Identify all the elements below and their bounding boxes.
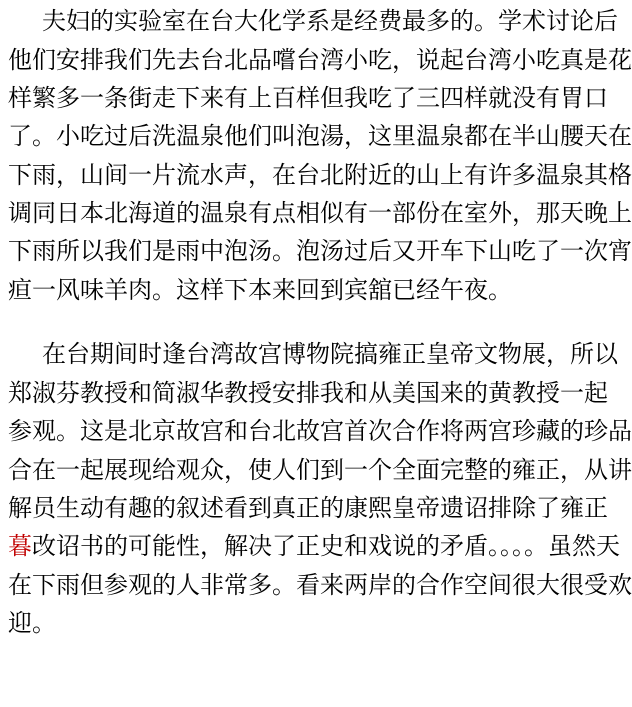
text-line-14-wrap: [8, 528, 620, 564]
text-line-13: 解员生动有趣的叙述看到真正的康熙皇帝遗诏排除了雍正: [8, 494, 608, 522]
text-line-8: 疸一风味羊肉。这样下本来回到宾舘已经午夜。: [8, 276, 512, 304]
text-line-3: 样繁多一条街走下来有上百样但我吃了三四样就没有胃口: [8, 84, 608, 112]
text-line-12: 合在一起展现给观众，使人们到一个全面完整的雍正，从讲: [8, 456, 632, 484]
text-line-6: 调同日本北海道的温泉有点相似有一部份在室外，那天晚上: [8, 199, 632, 227]
text-line-9: 在台期间时逢台湾故宫博物院搞雍正皇帝文物展，所以: [42, 340, 618, 368]
highlighted-char: 暮: [8, 532, 32, 560]
text-line-15: 在下雨但参观的人非常多。看来两岸的合作空间很大很受欢: [8, 571, 632, 599]
text-line-5: 下雨，山间一片流水声，在台北附近的山上有许多温泉其格: [8, 161, 632, 189]
text-line-7: 下雨所以我们是雨中泡汤。泡汤过后又开车下山吃了一次宵: [8, 237, 632, 265]
text-line-10: 郑淑芬教授和简淑华教授安排我和从美国来的黄教授一起: [8, 379, 608, 407]
text-line-11: 参观。这是北京故宫和台北故宫首次合作将两宫珍藏的珍品: [8, 417, 632, 445]
text-line-4: 了。小吃过后洗温泉他们叫泡湯，这里温泉都在半山腰天在: [8, 122, 632, 150]
text-line-1: 夫妇的实验室在台大化学系是经费最多的。学术讨论后: [42, 7, 618, 35]
text-line-14: 改诏书的可能性，解决了正史和戏说的矛盾。。。。虽然天: [32, 532, 620, 560]
text-line-16: 迎。: [8, 609, 56, 637]
text-line-2: 他们安排我们先去台北品嚐台湾小吃，说起台湾小吃真是花: [8, 46, 632, 74]
